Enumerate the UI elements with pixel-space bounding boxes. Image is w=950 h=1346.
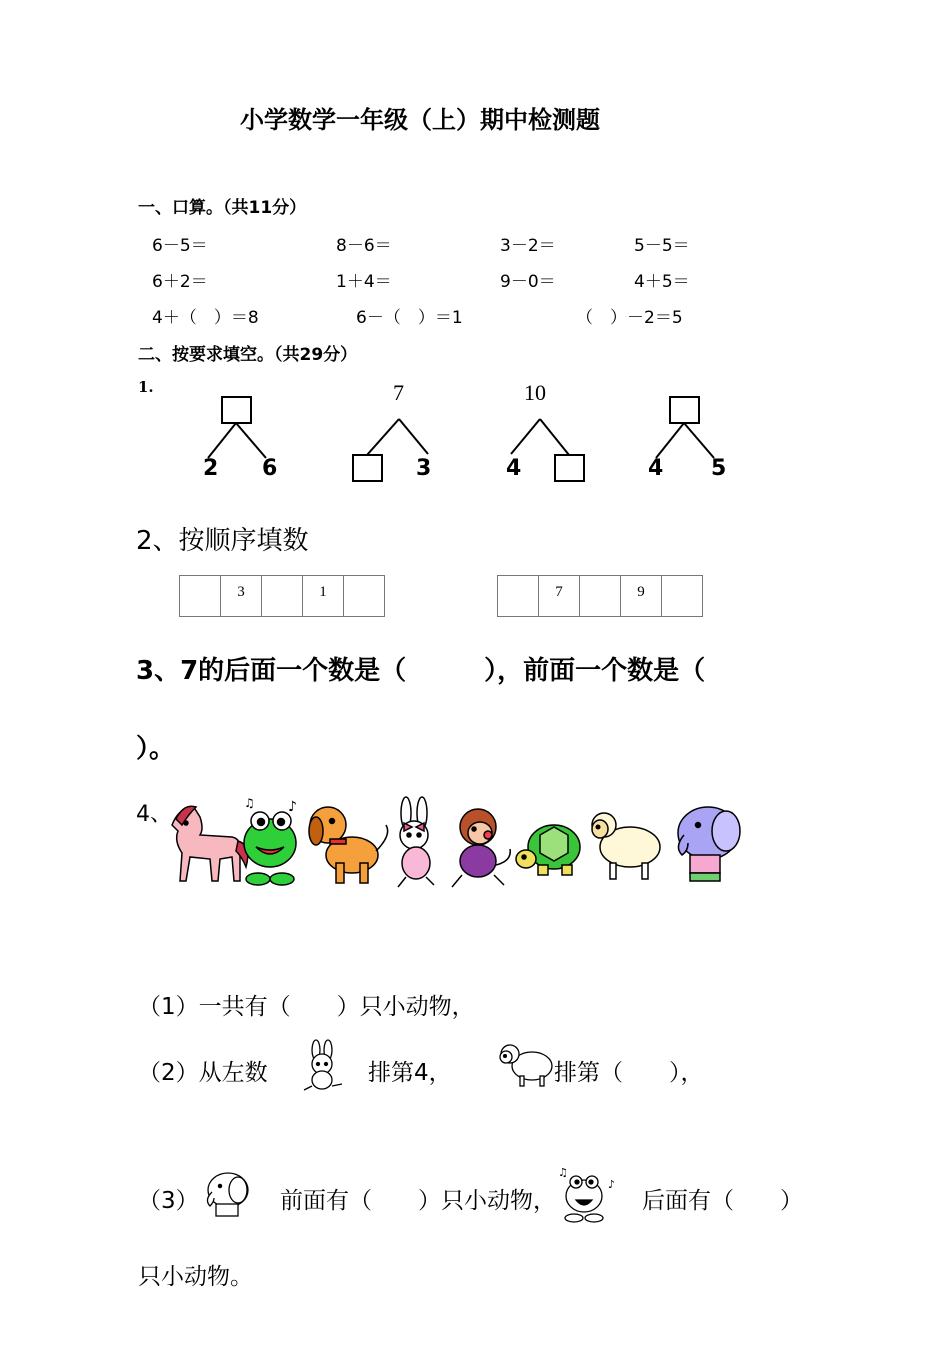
tree-right-number: 3 xyxy=(416,456,432,481)
rabbit-icon xyxy=(296,1040,352,1092)
frog-icon xyxy=(556,1166,622,1226)
q3-line1: 3、7的后面一个数是（ ），前面一个数是（ xyxy=(136,656,706,686)
answer-box xyxy=(353,455,382,481)
turtle-icon xyxy=(516,825,580,875)
calc-item: 5－5＝ xyxy=(634,236,690,256)
calc-item: 4＋（ ）＝8 xyxy=(152,308,259,328)
q4-label: 4、 xyxy=(136,802,172,827)
sequence-cell[interactable] xyxy=(262,576,303,617)
calc-item: 6－5＝ xyxy=(152,236,208,256)
q4-sub3a: （3） xyxy=(138,1188,199,1214)
answer-box xyxy=(222,397,251,423)
sequence-cell[interactable] xyxy=(180,576,221,617)
svg-text:♫: ♫ xyxy=(558,1166,568,1179)
sequence-cell[interactable] xyxy=(662,576,703,617)
tree-1 xyxy=(208,397,266,458)
calc-item: 3－2＝ xyxy=(500,236,556,256)
q4-sub3c: 后面有（ ） xyxy=(642,1188,803,1214)
section1-heading: 一、口算。（共11分） xyxy=(138,198,307,218)
tree-left-number: 4 xyxy=(506,456,522,481)
tree-top-number: 7 xyxy=(393,380,404,405)
calc-item: 6＋2＝ xyxy=(152,272,208,292)
calc-item: （ ）－2＝5 xyxy=(576,308,683,328)
sheep-icon xyxy=(592,813,660,879)
frog-icon xyxy=(244,796,297,885)
calc-item: 1＋4＝ xyxy=(336,272,392,292)
tree-3 xyxy=(511,419,584,481)
svg-text:♪: ♪ xyxy=(608,1178,616,1191)
q4-sub3d: 只小动物。 xyxy=(138,1264,253,1290)
q4-sub3b: 前面有（ ）只小动物， xyxy=(280,1188,556,1214)
q3-line2: ）。 xyxy=(136,734,176,764)
svg-text:♪: ♪ xyxy=(288,799,297,815)
elephant-icon xyxy=(198,1170,254,1222)
dog-icon xyxy=(309,807,388,883)
page-title: 小学数学一年级（上）期中检测题 xyxy=(240,106,600,134)
tree-left-number: 2 xyxy=(203,456,219,481)
q1-label: 1. xyxy=(138,378,154,396)
sequence-cell[interactable] xyxy=(344,576,385,617)
animal-row xyxy=(160,795,740,895)
elephant-icon xyxy=(678,807,740,881)
sequence-cell: 3 xyxy=(221,576,262,617)
calc-item: 9－0＝ xyxy=(500,272,556,292)
calc-item: 8－6＝ xyxy=(336,236,392,256)
svg-text:♫: ♫ xyxy=(244,796,255,810)
sequence-cell[interactable] xyxy=(580,576,621,617)
rabbit-icon xyxy=(398,797,434,887)
tree-left-number: 4 xyxy=(648,456,664,481)
tree-right-number: 5 xyxy=(711,456,727,481)
q2-label: 2、按顺序填数 xyxy=(136,526,309,556)
q4-sub2b: 排第4， xyxy=(368,1060,452,1086)
calc-item: 4＋5＝ xyxy=(634,272,690,292)
number-trees xyxy=(0,0,950,500)
horse-icon xyxy=(172,806,248,881)
sequence-cell[interactable] xyxy=(498,576,539,617)
q4-sub2a: （2）从左数 xyxy=(138,1060,268,1086)
q4-sub2c: 排第（ ）， xyxy=(554,1060,704,1086)
section2-heading: 二、按要求填空。（共29分） xyxy=(138,345,358,365)
answer-box xyxy=(670,397,699,423)
calc-item: 6－（ ）＝1 xyxy=(356,308,463,328)
sequence-table-b xyxy=(497,575,703,617)
tree-4 xyxy=(656,397,714,458)
monkey-icon xyxy=(452,809,510,887)
sequence-cell: 9 xyxy=(621,576,662,617)
sequence-cell: 7 xyxy=(539,576,580,617)
sheep-icon xyxy=(496,1040,556,1088)
q4-sub1: （1）一共有（ ）只小动物， xyxy=(138,994,475,1020)
tree-right-number: 6 xyxy=(262,456,278,481)
sequence-table-a xyxy=(179,575,385,617)
sequence-cell: 1 xyxy=(303,576,344,617)
answer-box xyxy=(555,455,584,481)
tree-top-number: 10 xyxy=(524,380,546,405)
